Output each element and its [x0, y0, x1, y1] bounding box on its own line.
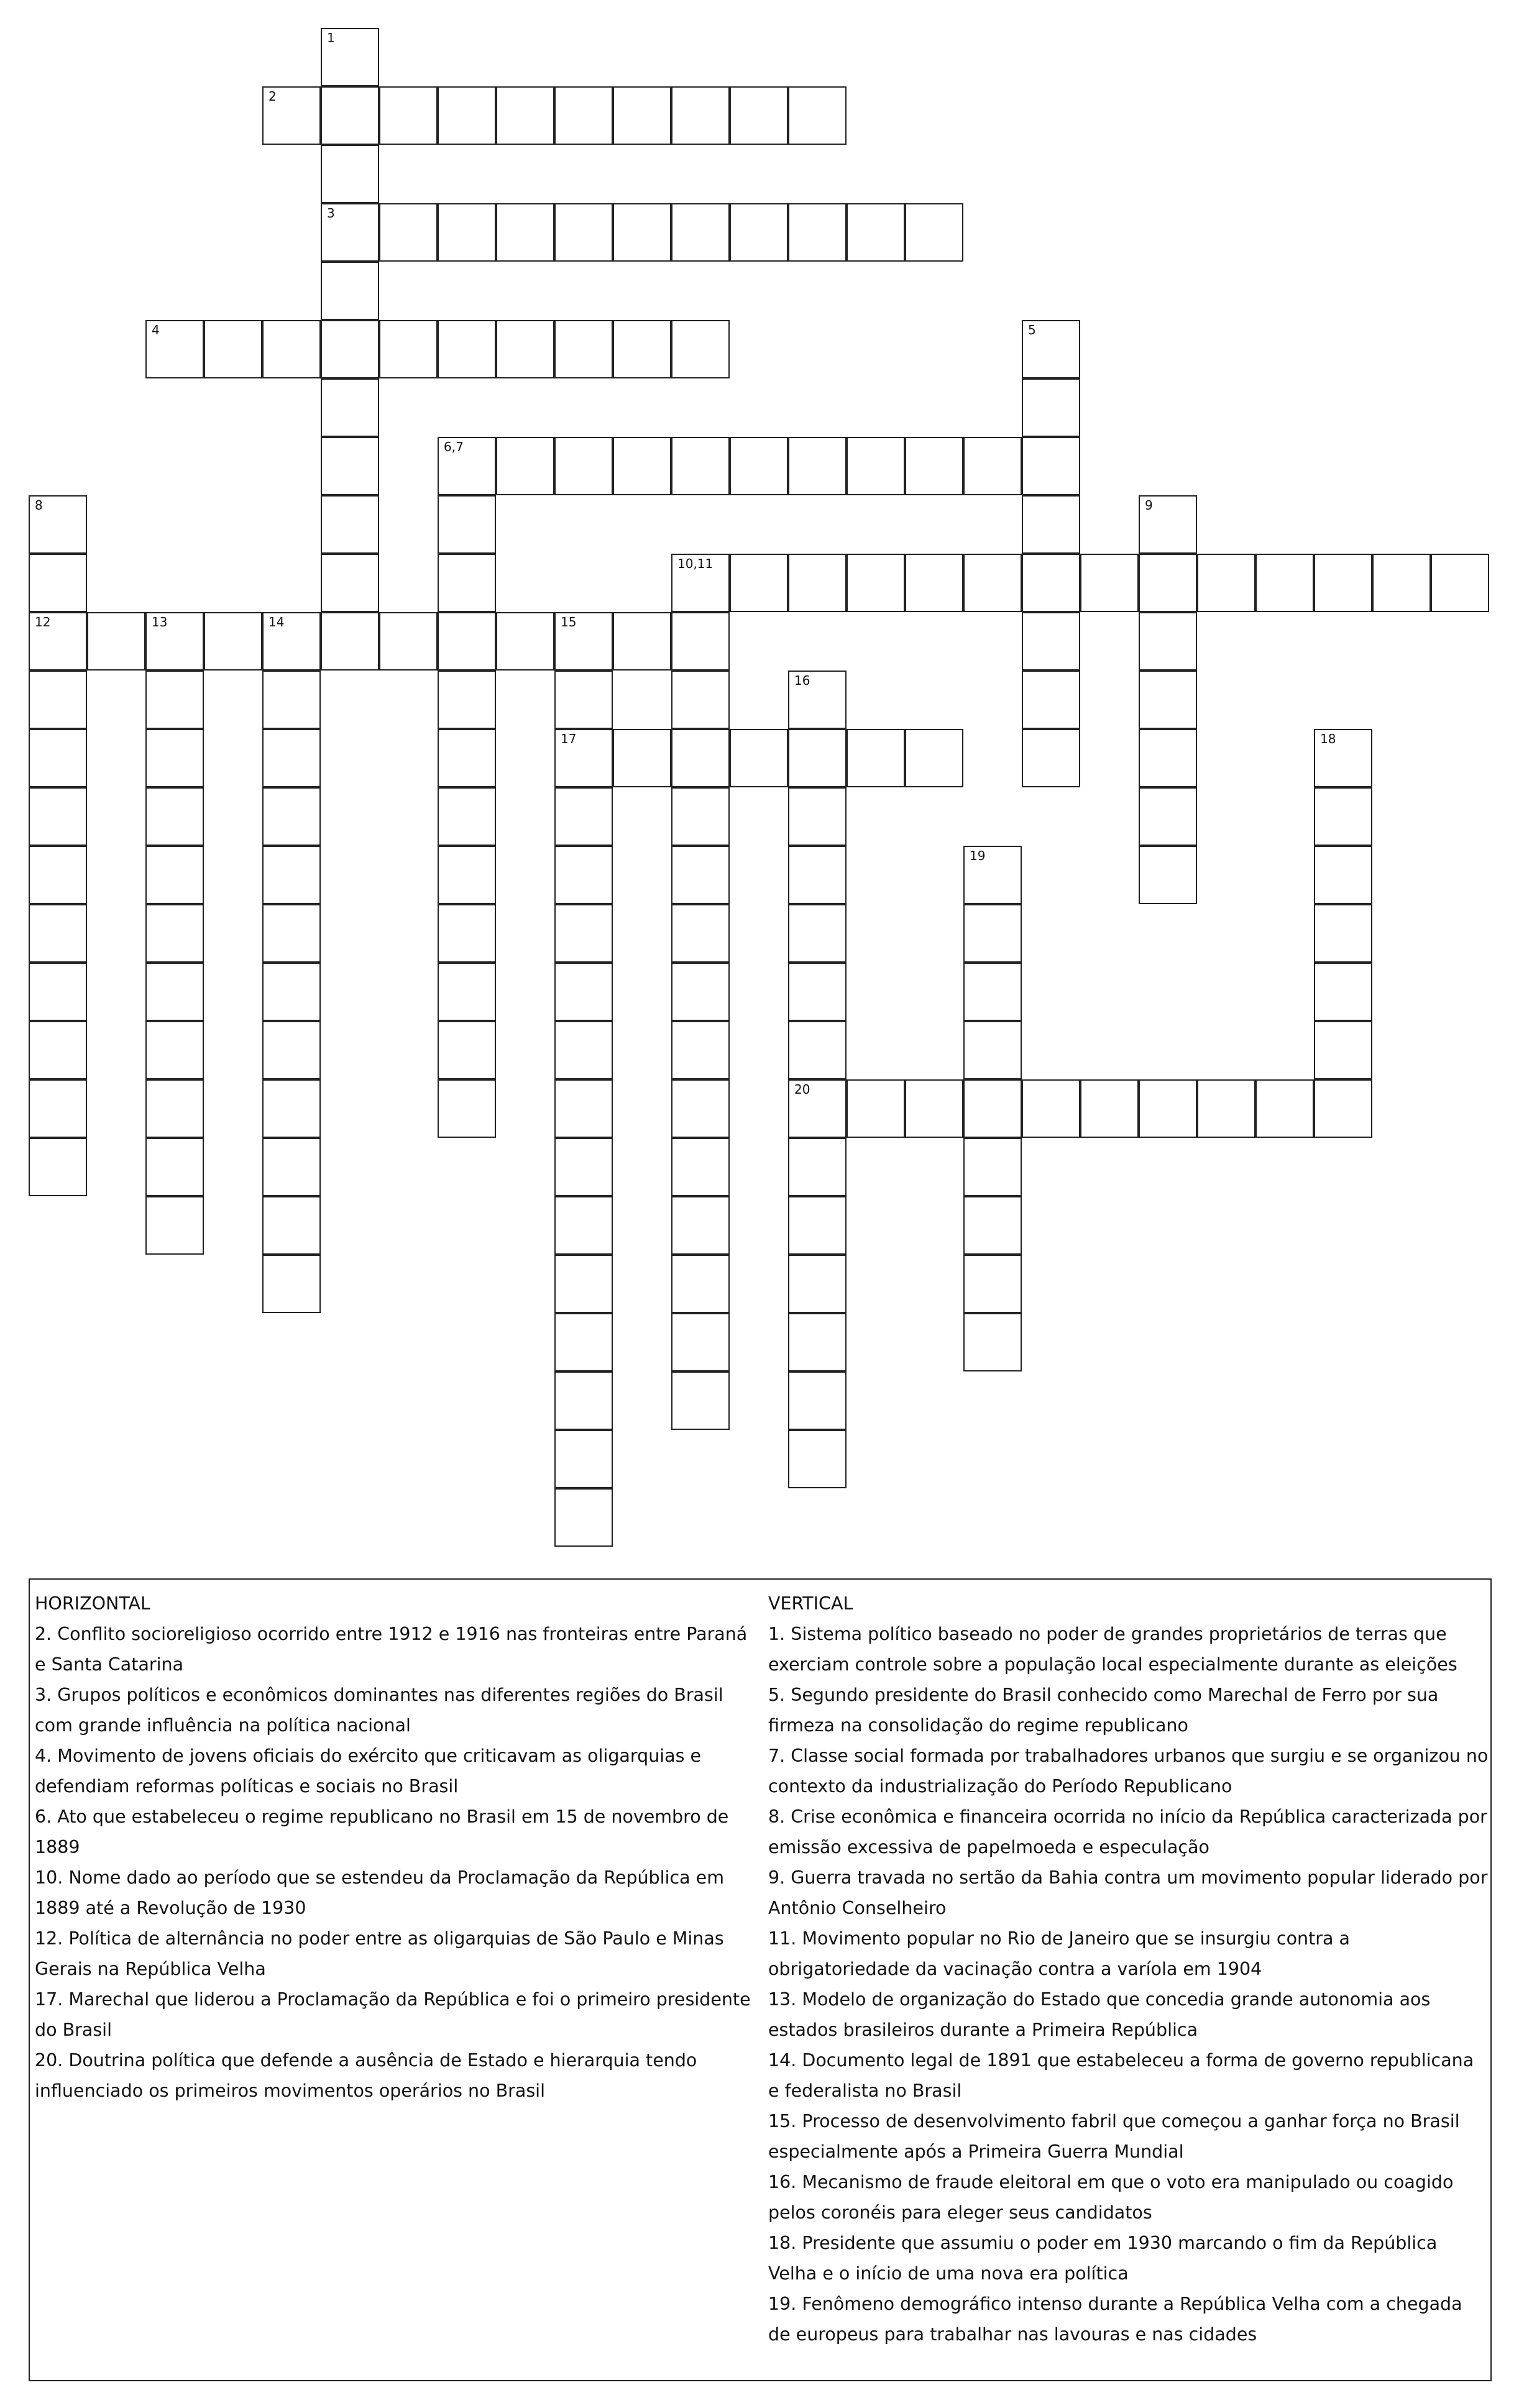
horizontal-heading: HORIZONTAL [35, 1593, 150, 1614]
grid-cell[interactable] [788, 1255, 847, 1313]
grid-cell[interactable] [321, 437, 379, 495]
grid-cell[interactable] [321, 495, 379, 554]
grid-cell[interactable] [554, 671, 613, 729]
grid-cell[interactable] [1314, 787, 1372, 846]
grid-cell[interactable] [788, 437, 847, 495]
clue-v-9: 9. Guerra travada no sertão da Bahia contra um movimento popular liderado por Antônio Conselheiro [768, 1867, 1488, 1918]
grid-cell[interactable] [438, 320, 496, 378]
grid-cell[interactable] [145, 729, 204, 787]
grid-cell[interactable] [788, 1138, 847, 1196]
grid-cell[interactable] [438, 203, 496, 262]
grid-cell[interactable] [554, 787, 613, 846]
grid-cell[interactable] [321, 145, 379, 203]
grid-cell[interactable] [29, 612, 87, 671]
grid-cell[interactable] [613, 320, 671, 378]
grid-cell[interactable] [1022, 437, 1080, 495]
grid-cell[interactable] [204, 612, 262, 671]
grid-cell[interactable] [438, 1021, 496, 1079]
clue-v-1: 1. Sistema político baseado no poder de grandes proprietários de terras que exerciam controle sobre a população local especialmente durante as eleições [768, 1624, 1457, 1675]
clue-number-19: 19 [970, 848, 986, 863]
grid-cell[interactable] [671, 846, 730, 904]
grid-cell[interactable] [1139, 671, 1197, 729]
clue-v-18: 18. Presidente que assumiu o poder em 1930 marcando o fim da República Velha e o início de uma nova era política [768, 2233, 1438, 2284]
grid-cell[interactable] [1197, 1079, 1255, 1138]
clue-number-14: 14 [268, 615, 285, 629]
grid-cell[interactable] [145, 787, 204, 846]
grid-cell[interactable] [29, 846, 87, 904]
grid-cell[interactable] [1255, 554, 1314, 612]
grid-cell[interactable] [496, 203, 554, 262]
grid-cell[interactable] [554, 437, 613, 495]
grid-cell[interactable] [613, 437, 671, 495]
clue-h-3: 3. Grupos políticos e econômicos dominantes nas diferentes regiões do Brasil com grande influência na política nacional [35, 1685, 723, 1736]
clue-v-7: 7. Classe social formada por trabalhadores urbanos que surgiu e se organizou no contexto da industrialização do Período Republicano [768, 1746, 1489, 1797]
grid-cell[interactable] [963, 1196, 1022, 1255]
grid-cell[interactable] [1022, 378, 1080, 437]
clue-v-5: 5. Segundo presidente do Brasil conhecido como Marechal de Ferro por sua firmeza na consolidação do regime republicano [768, 1685, 1439, 1736]
vertical-clues [768, 1588, 1489, 2350]
grid-cell[interactable] [963, 1079, 1022, 1138]
grid-cell[interactable] [29, 1138, 87, 1196]
grid-cell[interactable] [321, 86, 379, 145]
grid-cell[interactable] [438, 846, 496, 904]
grid-cell[interactable] [905, 437, 963, 495]
grid-cell[interactable] [29, 904, 87, 963]
clue-number-4: 4 [152, 323, 160, 337]
grid-cell[interactable] [554, 904, 613, 963]
grid-cell[interactable] [1139, 612, 1197, 671]
grid-cell[interactable] [29, 495, 87, 554]
grid-cell[interactable] [29, 671, 87, 729]
clue-h-10: 10. Nome dado ao período que se estendeu da Proclamação da República em 1889 até a Revolução de 1930 [35, 1867, 724, 1918]
grid-cell[interactable] [1139, 729, 1197, 787]
grid-cell[interactable] [262, 1021, 321, 1079]
grid-cell[interactable] [613, 729, 671, 787]
grid-cell[interactable] [262, 86, 321, 145]
grid-cell[interactable] [145, 1079, 204, 1138]
grid-cell[interactable] [554, 203, 613, 262]
grid-cell[interactable] [438, 495, 496, 554]
grid-cell[interactable] [1022, 1079, 1080, 1138]
clue-h-12: 12. Política de alternância no poder entre as oligarquias de São Paulo e Minas Gerais na República Velha [35, 1928, 724, 1979]
grid-cell[interactable] [29, 963, 87, 1021]
grid-cell[interactable] [438, 787, 496, 846]
grid-cell[interactable] [438, 86, 496, 145]
grid-cell[interactable] [554, 963, 613, 1021]
grid-cell[interactable] [1314, 729, 1372, 787]
grid-cell[interactable] [671, 787, 730, 846]
grid-cell[interactable] [1314, 1079, 1372, 1138]
grid-cell[interactable] [613, 86, 671, 145]
clue-v-13: 13. Modelo de organização do Estado que concedia grande autonomia aos estados brasileiros durante a Primeira República [768, 1989, 1431, 2040]
grid-cell[interactable] [379, 86, 438, 145]
grid-cell[interactable] [554, 320, 613, 378]
grid-cell[interactable] [438, 671, 496, 729]
grid-cell[interactable] [262, 846, 321, 904]
grid-cell[interactable] [788, 787, 847, 846]
clue-h-4: 4. Movimento de jovens oficiais do exército que criticavam as oligarquias e defendiam reformas políticas e sociais no Brasil [35, 1746, 702, 1797]
grid-cell[interactable] [671, 86, 730, 145]
grid-cell[interactable] [905, 729, 963, 787]
grid-cell[interactable] [321, 28, 379, 86]
clue-number-15: 15 [561, 615, 577, 629]
grid-cell[interactable] [29, 554, 87, 612]
grid-cell[interactable] [145, 846, 204, 904]
grid-cell[interactable] [963, 1313, 1022, 1371]
clue-number-8: 8 [35, 498, 43, 513]
grid-cell[interactable] [29, 1079, 87, 1138]
grid-cell[interactable] [730, 86, 788, 145]
grid-cell[interactable] [145, 1138, 204, 1196]
grid-cell[interactable] [29, 1021, 87, 1079]
grid-cell[interactable] [1314, 554, 1372, 612]
grid-cell[interactable] [321, 378, 379, 437]
grid-cell[interactable] [671, 1138, 730, 1196]
grid-cell[interactable] [438, 437, 496, 495]
grid-cell[interactable] [321, 262, 379, 320]
grid-cell[interactable] [788, 904, 847, 963]
grid-cell[interactable] [262, 904, 321, 963]
grid-cell[interactable] [1314, 963, 1372, 1021]
grid-cell[interactable] [847, 1079, 905, 1138]
grid-cell[interactable] [963, 846, 1022, 904]
grid-cell[interactable] [905, 1079, 963, 1138]
grid-cell[interactable] [496, 437, 554, 495]
clue-number-5: 5 [1028, 323, 1036, 337]
grid-cell[interactable] [379, 612, 438, 671]
grid-cell[interactable] [788, 671, 847, 729]
grid-cell[interactable] [963, 904, 1022, 963]
grid-cell[interactable] [788, 1196, 847, 1255]
grid-cell[interactable] [671, 1196, 730, 1255]
grid-cell[interactable] [496, 86, 554, 145]
grid-cell[interactable] [1080, 554, 1139, 612]
grid-cell[interactable] [145, 904, 204, 963]
grid-cell[interactable] [963, 1138, 1022, 1196]
grid-cell[interactable] [204, 320, 262, 378]
grid-cell[interactable] [671, 437, 730, 495]
grid-cell[interactable] [788, 203, 847, 262]
grid-cell[interactable] [1139, 787, 1197, 846]
clue-number-17: 17 [561, 731, 577, 746]
grid-cell[interactable] [321, 320, 379, 378]
grid-cell[interactable] [554, 1255, 613, 1313]
grid-cell[interactable] [963, 437, 1022, 495]
grid-cell[interactable] [1022, 729, 1080, 787]
grid-cell[interactable] [1139, 1079, 1197, 1138]
grid-cell[interactable] [1197, 554, 1255, 612]
grid-cell[interactable] [145, 1196, 204, 1255]
grid-cell[interactable] [788, 729, 847, 787]
grid-cell[interactable] [847, 554, 905, 612]
grid-cell[interactable] [321, 612, 379, 671]
grid-cell[interactable] [671, 554, 730, 612]
grid-cell[interactable] [262, 671, 321, 729]
clue-v-19: 19. Fenômeno demográfico intenso durante a República Velha com a chegada de europeus para trabalhar nas lavouras e nas cidades [768, 2294, 1462, 2345]
grid-cell[interactable] [788, 1021, 847, 1079]
grid-cell[interactable] [1314, 904, 1372, 963]
grid-cell[interactable] [1139, 495, 1197, 554]
grid-cell[interactable] [1022, 612, 1080, 671]
grid-cell[interactable] [1255, 1079, 1314, 1138]
grid-cell[interactable] [788, 1079, 847, 1138]
grid-cell[interactable] [613, 612, 671, 671]
grid-cell[interactable] [1139, 846, 1197, 904]
grid-cell[interactable] [262, 729, 321, 787]
grid-cell[interactable] [554, 1079, 613, 1138]
grid-cell[interactable] [554, 1021, 613, 1079]
grid-cell[interactable] [438, 904, 496, 963]
grid-cell[interactable] [1139, 554, 1197, 612]
grid-cell[interactable] [671, 1371, 730, 1430]
grid-cell[interactable] [438, 612, 496, 671]
clue-number-1011: 10,11 [677, 556, 714, 571]
grid-cell[interactable] [1022, 495, 1080, 554]
grid-cell[interactable] [847, 437, 905, 495]
grid-cell[interactable] [1080, 1079, 1139, 1138]
grid-cell[interactable] [145, 671, 204, 729]
clue-v-15: 15. Processo de desenvolvimento fabril que começou a ganhar força no Brasil especialmente após a Primeira Guerra Mundial [768, 2111, 1460, 2162]
grid-cell[interactable] [671, 963, 730, 1021]
grid-cell[interactable] [145, 612, 204, 671]
grid-cell[interactable] [145, 1021, 204, 1079]
grid-cell[interactable] [496, 612, 554, 671]
clue-v-11: 11. Movimento popular no Rio de Janeiro que se insurgiu contra a obrigatoriedade da vacinação contra a varíola em 1904 [768, 1928, 1350, 1979]
grid-cell[interactable] [262, 1255, 321, 1313]
grid-cell[interactable] [262, 1079, 321, 1138]
grid-cell[interactable] [262, 612, 321, 671]
grid-cell[interactable] [321, 554, 379, 612]
grid-cell[interactable] [438, 729, 496, 787]
grid-cell[interactable] [847, 729, 905, 787]
horizontal-clues [35, 1588, 756, 2106]
clue-v-16: 16. Mecanismo de fraude eleitoral em que o voto era manipulado ou coagido pelos coronéis para eleger seus candidatos [768, 2172, 1454, 2223]
grid-cell[interactable] [554, 86, 613, 145]
grid-cell[interactable] [438, 554, 496, 612]
clue-v-14: 14. Documento legal de 1891 que estabeleceu a forma de governo republicana e federalista no Brasil [768, 2050, 1474, 2101]
grid-cell[interactable] [29, 729, 87, 787]
grid-cell[interactable] [145, 320, 204, 378]
grid-cell[interactable] [613, 203, 671, 262]
grid-cell[interactable] [1431, 554, 1489, 612]
grid-cell[interactable] [730, 729, 788, 787]
grid-cell[interactable] [671, 729, 730, 787]
clue-h-20: 20. Doutrina política que defende a ausência de Estado e hierarquia tendo influenciado os primeiros movimentos operários no Brasil [35, 2050, 697, 2101]
grid-cell[interactable] [554, 846, 613, 904]
grid-cell[interactable] [554, 1138, 613, 1196]
grid-cell[interactable] [554, 1488, 613, 1547]
grid-cell[interactable] [671, 1255, 730, 1313]
grid-cell[interactable] [438, 963, 496, 1021]
clue-v-8: 8. Crise econômica e financeira ocorrida no início da República caracterizada por emissão excessiva de papelmoeda e especulação [768, 1806, 1487, 1857]
grid-cell[interactable] [788, 963, 847, 1021]
grid-cell[interactable] [1372, 554, 1431, 612]
clues-box [29, 1578, 1492, 2381]
grid-cell[interactable] [554, 729, 613, 787]
grid-cell[interactable] [262, 320, 321, 378]
grid-cell[interactable] [262, 787, 321, 846]
grid-cell[interactable] [554, 1430, 613, 1488]
grid-cell[interactable] [963, 1021, 1022, 1079]
grid-cell[interactable] [963, 963, 1022, 1021]
grid-cell[interactable] [145, 963, 204, 1021]
grid-cell[interactable] [554, 1371, 613, 1430]
grid-cell[interactable] [671, 1021, 730, 1079]
grid-cell[interactable] [905, 554, 963, 612]
grid-cell[interactable] [730, 554, 788, 612]
grid-cell[interactable] [29, 787, 87, 846]
grid-cell[interactable] [730, 437, 788, 495]
clue-number-9: 9 [1145, 498, 1153, 513]
clue-number-13: 13 [152, 615, 168, 629]
grid-cell[interactable] [1022, 320, 1080, 378]
grid-cell[interactable] [1314, 846, 1372, 904]
grid-cell[interactable] [671, 904, 730, 963]
clue-h-6: 6. Ato que estabeleceu o regime republicano no Brasil em 15 de novembro de 1889 [35, 1806, 729, 1857]
grid-cell[interactable] [554, 1196, 613, 1255]
clue-number-3: 3 [327, 206, 335, 221]
grid-cell[interactable] [87, 612, 145, 671]
grid-cell[interactable] [262, 1138, 321, 1196]
clue-number-12: 12 [35, 615, 51, 629]
clue-h-17: 17. Marechal que liderou a Proclamação da República e foi o primeiro presidente do Brasil [35, 1989, 751, 2040]
grid-cell[interactable] [496, 320, 554, 378]
grid-cell[interactable] [788, 554, 847, 612]
grid-cell[interactable] [905, 203, 963, 262]
grid-cell[interactable] [671, 203, 730, 262]
grid-cell[interactable] [262, 963, 321, 1021]
grid-cell[interactable] [438, 1079, 496, 1138]
grid-cell[interactable] [671, 612, 730, 671]
grid-cell[interactable] [788, 1371, 847, 1430]
grid-cell[interactable] [963, 554, 1022, 612]
grid-cell[interactable] [1022, 554, 1080, 612]
grid-cell[interactable] [262, 1196, 321, 1255]
grid-cell[interactable] [788, 1313, 847, 1371]
clue-number-2: 2 [268, 89, 277, 104]
grid-cell[interactable] [321, 203, 379, 262]
grid-cell[interactable] [1022, 671, 1080, 729]
clue-number-20: 20 [794, 1082, 810, 1097]
grid-cell[interactable] [963, 1255, 1022, 1313]
clue-number-1: 1 [327, 30, 335, 45]
clue-number-18: 18 [1320, 731, 1336, 746]
grid-cell[interactable] [788, 846, 847, 904]
vertical-heading: VERTICAL [768, 1593, 853, 1614]
clue-number-16: 16 [794, 673, 810, 688]
grid-cell[interactable] [554, 612, 613, 671]
clue-number-67: 6,7 [444, 439, 464, 454]
grid-cell[interactable] [788, 1430, 847, 1488]
grid-cell[interactable] [847, 203, 905, 262]
grid-cell[interactable] [671, 1079, 730, 1138]
grid-cell[interactable] [379, 320, 438, 378]
grid-cell[interactable] [671, 1313, 730, 1371]
grid-cell[interactable] [671, 671, 730, 729]
grid-cell[interactable] [1314, 1021, 1372, 1079]
grid-cell[interactable] [730, 203, 788, 262]
grid-cell[interactable] [379, 203, 438, 262]
grid-cell[interactable] [671, 320, 730, 378]
clue-h-2: 2. Conflito socioreligioso ocorrido entre 1912 e 1916 nas fronteiras entre Paraná e Santa Catarina [35, 1624, 748, 1675]
grid-cell[interactable] [788, 86, 847, 145]
grid-cell[interactable] [554, 1313, 613, 1371]
